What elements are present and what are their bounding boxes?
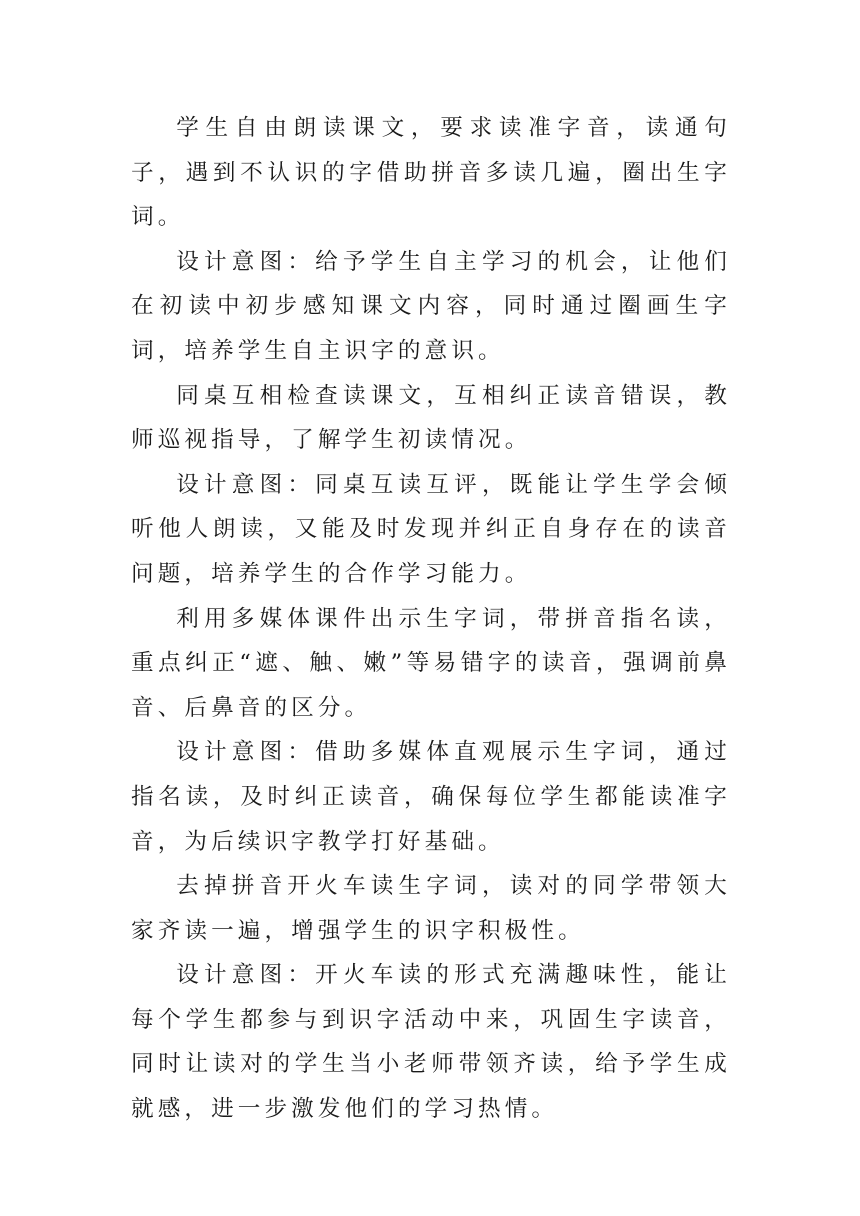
paragraph-design-intent: 设计意图：同桌互读互评，既能让学生学会倾听他人朗读，又能及时发现并纠正自身存在的读音问题，培养学生的合作学习能力。 (131, 471, 731, 587)
document-body (131, 106, 731, 1132)
paragraph-design-intent: 设计意图：借助多媒体直观展示生字词，通过指名读，及时纠正读音，确保每位学生都能读准字音，为后续识字教学打好基础。 (131, 739, 731, 855)
paragraph-design-intent: 设计意图：给予学生自主学习的机会，让他们在初读中初步感知课文内容，同时通过圈画生字词，培养学生自主识字的意识。 (131, 248, 731, 364)
paragraph-reading-activity: 利用多媒体课件出示生字词，带拼音指名读，重点纠正“遮、触、嫩”等易错字的读音，强调前鼻音、后鼻音的区分。 (131, 605, 731, 721)
paragraph-reading-activity: 学生自由朗读课文，要求读准字音，读通句子，遇到不认识的字借助拼音多读几遍，圈出生字词。 (131, 115, 731, 231)
paragraph-reading-activity: 去掉拼音开火车读生字词，读对的同学带领大家齐读一遍，增强学生的识字积极性。 (131, 873, 731, 944)
paragraph-reading-activity: 同桌互相检查读课文，互相纠正读音错误，教师巡视指导，了解学生初读情况。 (131, 382, 731, 454)
paragraph-design-intent: 设计意图：开火车读的形式充满趣味性，能让每个学生都参与到识字活动中来，巩固生字读音，同时让读对的学生当小老师带领齐读，给予学生成就感，进一步激发他们的学习热情。 (131, 962, 731, 1123)
